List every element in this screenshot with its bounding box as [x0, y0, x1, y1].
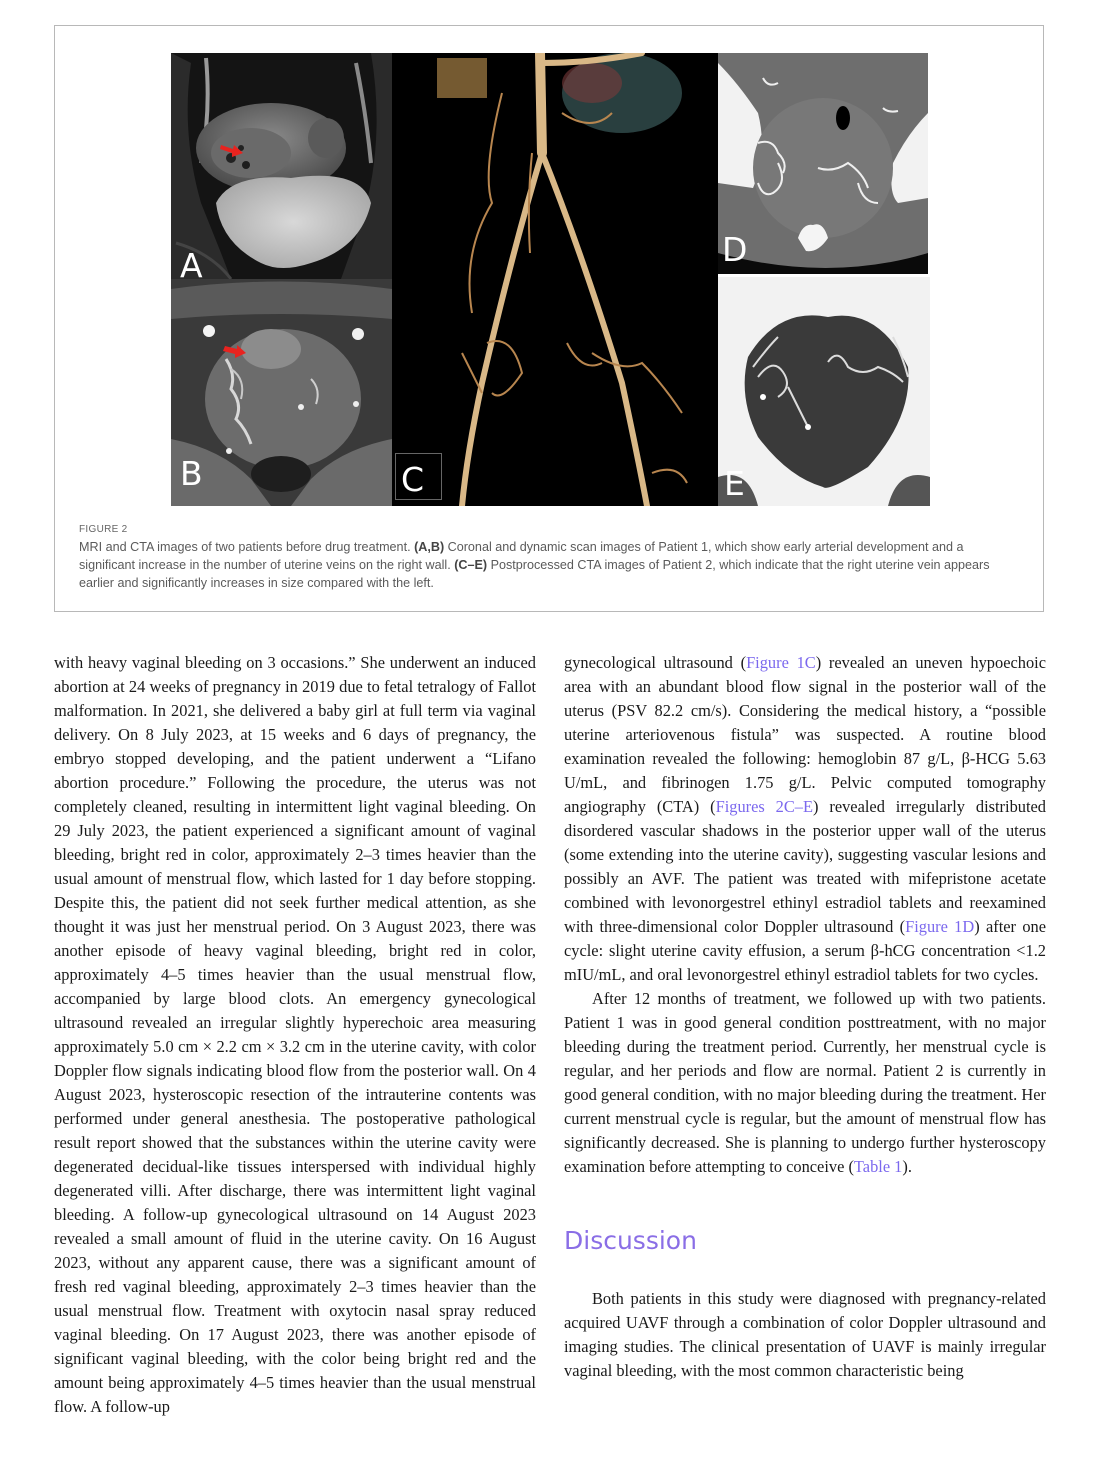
ultrasound-findings-paragraph: [564, 651, 1046, 987]
discussion-heading: Discussion: [564, 1226, 697, 1255]
left-text-column: [54, 651, 536, 1419]
panel-label-c: C: [401, 460, 425, 499]
panel-label-e: E: [724, 464, 745, 503]
text-run: After 12 months of treatment, we followed up with two patients. Patient 1 was in good general condition posttreatment, with no major bleeding during the treatment period. Currently, her menstrual cycle is regular, and her periods and flow are normal. Patient 2 is currently in good general condition, with no major bleeding during the treatment. Her current menstrual cycle is regular, but the amount of menstrual flow has significantly decreased. She is planning to undergo further hysteroscopy examination before attempting to conceive (: [564, 989, 1046, 1176]
figure-panel-e: [718, 277, 930, 506]
text-run: ).: [902, 1157, 912, 1176]
figure-panel-a: [171, 53, 392, 279]
panel-label-d: D: [722, 230, 748, 269]
figures-2c-e-link[interactable]: Figures 2C–E: [715, 797, 814, 816]
mri-dynamic-image: [171, 279, 392, 506]
right-text-column: [564, 651, 1046, 1383]
caption-ab-text: Coronal and dynamic scan images of Patient 1, which show early arterial development and a significant increase in the number of uterine veins on the right wall.: [79, 540, 964, 572]
figure-caption-text: [79, 538, 1019, 592]
text-run: ) revealed irregularly distributed disordered vascular shadows in the posterior upper wall of the uterus (some extending into the uterine cavity), suggesting vascular lesions and possibly an AVF. The patient was treated with mifepristone acetate combined with levonorgestrel ethinyl estradiol tablets and reexamined with three-dimensional color Doppler ultrasound (: [564, 797, 1046, 936]
case-report-paragraph: with heavy vaginal bleeding on 3 occasions.” She underwent an induced abortion at 24 weeks of pregnancy in 2019 due to fetal tetralogy of Fallot malformation. In 2021, she delivered a baby girl at full term via vaginal delivery. On 8 July 2023, at 15 weeks and 6 days of pregnancy, the embryo stopped developing, and the patient underwent a “Lifano abortion procedure.” Following the procedure, the uterus was not completely cleaned, resulting in intermittent light vaginal bleeding. On 29 July 2023, the patient experienced a significant amount of vaginal bleeding, bright red in color, approximately 2–3 times heavier than the usual amount of menstrual flow, which lasted for 1 day before stopping. Despite this, the patient did not seek further medical attention, as she thought it was just her menstrual period. On 3 August 2023, there was another episode of heavy vaginal bleeding, bright red in color, approximately 4–5 times heavier than the usual menstrual flow, accompanied by large blood clots. An emergency gynecological ultrasound revealed an irregular slightly hyperechoic area measuring approximately 5.0 cm × 2.2 cm × 3.2 cm in the uterine cavity, with color Doppler flow signals indicating blood flow from the posterior wall. On 4 August 2023, hysteroscopic resection of the intrauterine contents was performed under general anesthesia. The postoperative pathological result report showed that the substances within the uterine cavity were degenerated decidual-like tissues interspersed with individual highly degenerated villi. After discharge, there was intermittent light vaginal bleeding. A follow-up gynecological ultrasound on 14 August 2023 revealed a small amount of fluid in the uterine cavity. On 16 August 2023, without any apparent cause, there was a significant amount of fresh red vaginal bleeding, approximately 2–3 times heavier than the usual menstrual flow. Treatment with oxytocin nasal spray reduced vaginal bleeding. On 17 August 2023, there was another episode of significant vaginal bleeding, with the color being bright red and the amount being approximately 4–5 times heavier than the usual menstrual flow. A follow-up: [54, 653, 536, 1416]
table-1-link[interactable]: Table 1: [853, 1157, 903, 1176]
figure-1d-link[interactable]: Figure 1D: [905, 917, 975, 936]
figure-panel-c: [392, 53, 718, 506]
text-run: ) revealed an uneven hypoechoic area with an abundant blood flow signal in the posterior wall of the uterus (PSV 82.2 cm/s). Considering the medical history, a “possible uterine arteriovenous fistula” was suspected. A routine blood examination revealed the following: hemoglobin 87 g/L, β-HCG 5.63 U/mL, and fibrinogen 1.75 g/L. Pelvic computed tomography angiography (CTA) (: [564, 653, 1046, 816]
discussion-paragraph: Both patients in this study were diagnosed with pregnancy-related acquired UAVF through a combination of color Doppler ultrasound and imaging studies. The clinical presentation of UAVF is mainly irregular vaginal bleeding, with the most common characteristic being: [564, 1289, 1046, 1380]
caption-ce-text: Postprocessed CTA images of Patient 2, which indicate that the right uterine vein appears earlier and significantly increases in size compared with the left.: [79, 558, 990, 590]
cta-mip-image: [718, 277, 930, 506]
caption-intro: MRI and CTA images of two patients before drug treatment.: [79, 540, 415, 554]
text-run: ) after one cycle: slight uterine cavity effusion, a serum β-hCG concentration <1.2 mIU/mL, and oral levonorgestrel ethinyl estradiol tablets for two cycles.: [564, 917, 1046, 984]
caption-ref-ab: (A,B): [414, 540, 445, 554]
figure-caption: [79, 524, 1019, 592]
figure-panel-b: [171, 279, 392, 506]
cta-axial-image: [718, 53, 928, 274]
caption-ref-ce: (C–E): [454, 558, 488, 572]
panel-label-a: A: [180, 246, 203, 279]
figure-label: FIGURE 2: [79, 524, 128, 535]
cta-3d-reconstruction-image: [392, 53, 718, 506]
text-run: gynecological ultrasound (: [564, 653, 747, 672]
follow-up-paragraph: [564, 987, 1046, 1179]
panel-label-b: B: [180, 454, 203, 493]
mri-coronal-image: [171, 53, 392, 279]
figure-panel-d: [718, 53, 928, 274]
figure-1c-link[interactable]: Figure 1C: [746, 653, 816, 672]
